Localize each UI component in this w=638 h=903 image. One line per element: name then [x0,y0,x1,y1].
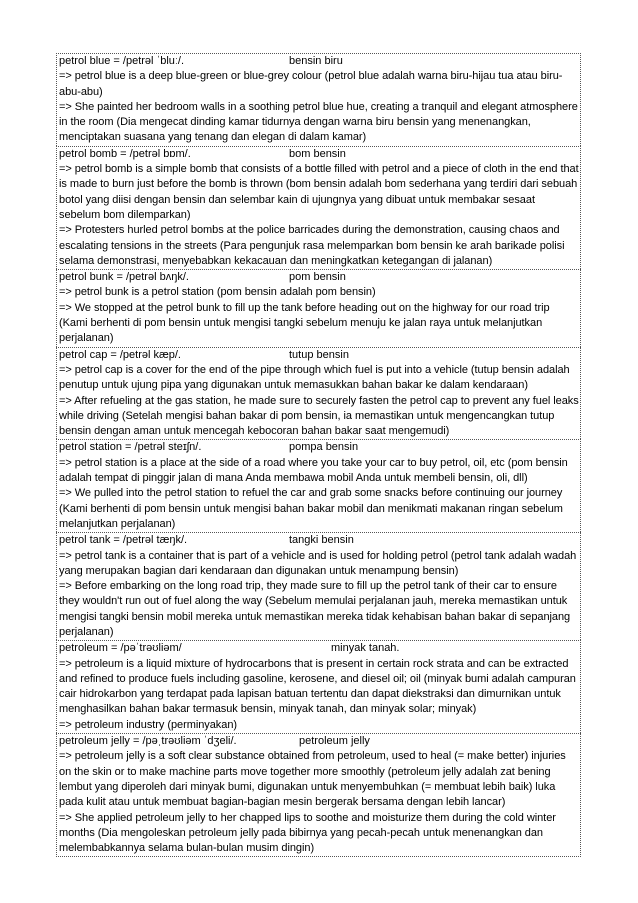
entry-headline [59,54,579,69]
entry-headline [59,348,579,363]
entry-headline [59,533,579,548]
entry-headline [59,147,579,162]
translation: pom bensin [289,271,346,284]
headword-pronunciation: petrol tank = /petrəl tæŋk/. [59,534,188,547]
definition-line: => petroleum is a liquid mixture of hydrocarbons that is present in certain rock strata and can be extracted and refined to produce fuels including gasoline, kerosene, and diesel oil; oil (minyak bumi adalah campuran cair hidrokarbon yang terdapat pada lapisan batuan tertentu dan dapat diekstraksi dan dimurnikan untuk menghasilkan bahan bakar termasuk bensin, minyak tanah, dan minyak solar; minyak) [59,657,576,716]
headword-pronunciation: petroleum jelly = /pəˌtrəʊliəm ˈdʒeli/. [59,735,237,748]
headword-pronunciation: petrol bomb = /petrəl bɒm/. [59,147,191,160]
example-line: => Before embarking on the long road trip, they made sure to fill up the petrol tank of their car to ensure they wouldn't run out of fuel along the way (Sebelum memulai perjalanan jauh, mereka memastikan untuk mengisi tangki bensin mobil mereka untuk memastikan mereka tidak kehabisan bahan bakar di sepanjang perjalanan) [59,580,571,638]
dictionary-entry [56,146,581,269]
entry-headline [59,270,579,285]
translation: minyak tanah. [331,642,400,655]
definition-line: => petroleum jelly is a soft clear substance obtained from petroleum, used to heal (= make better) injuries on the skin or to make machine parts move together more smoothly (petroleum jelly adalah zat bening lembut yang diperoleh dari minyak bumi, digunakan untuk menyembuhkan (= membuat lebih baik) luka pada kulit atau untuk membuat bagian-bagian mesin bergerak bersama dengan lebih lancar) [59,750,566,809]
definition-line: => petrol tank is a container that is part of a vehicle and is used for holding petrol (petrol tank adalah wadah yang merupakan bagian dari kendaraan dan digunakan untuk menampung bensin) [59,549,577,577]
example-line: => We stopped at the petrol bunk to fill up the tank before heading out on the highway for our road trip (Kami berhenti di pom bensin untuk mengisi tangki sebelum menuju ke jalan raya untuk melanjutkan perjalanan) [59,301,550,345]
translation: petroleum jelly [299,735,370,748]
translation: tangki bensin [289,534,354,547]
dictionary-entry [56,733,581,857]
definition-line: => petrol bomb is a simple bomb that consists of a bottle filled with petrol and a piece of cloth in the end that is made to burn just before the bomb is thrown (bom bensin adalah bom sederhana yang terdiri dari sebuah botol yang diisi dengan bensin dan selembar kain di ujungnya yang dibuat untuk membakar sesaat sebelum bom dilemparkan) [59,163,579,221]
example-line: => After refueling at the gas station, he made sure to securely fasten the petrol cap to prevent any fuel leaks while driving (Setelah mengisi bahan bakar di pom bensin, ia memastikan untuk mengencangkan tutup bensin dengan aman untuk mencegah kebocoran bahan bakar saat mengemudi) [59,394,579,438]
definition-line: => petrol cap is a cover for the end of the pipe through which fuel is put into a vehicle (tutup bensin adalah penutup untuk ujung pipa yang digunakan untuk memasukkan bahan bakar ke dalam kendaraan) [59,363,570,392]
example-line: => petroleum industry (perminyakan) [59,718,237,731]
dictionary-entry [56,347,581,440]
dictionary-entry [56,439,581,532]
headword-pronunciation: petrol station = /petrəl steɪʃn/. [59,441,202,454]
example-line: => She painted her bedroom walls in a soothing petrol blue hue, creating a tranquil and elegant atmosphere in the room (Dia mengecat dinding kamar tidurnya dengan warna biru bensin yang menenangkan, menciptakan suasana yang tenang dan elegan di dalam kamar) [59,100,578,144]
example-line: => She applied petroleum jelly to her chapped lips to soothe and moisturize them during the cold winter months (Dia mengoleskan petroleum jelly pada bibirnya yang pecah-pecah untuk menenangkan dan melembabkannya selama bulan-bulan musim dingin) [59,811,556,855]
headword-pronunciation: petrol blue = /petrəl ˈbluː/. [59,55,185,67]
entry-headline [59,734,579,749]
entry-headline [59,641,579,656]
example-line: => Protesters hurled petrol bombs at the police barricades during the demonstration, causing chaos and escalating tensions in the streets (Para pengunjuk rasa melemparkan bom bensin ke arah barikade polisi selama demonstrasi, menyebabkan kekacauan dan meningkatkan ketegangan di jalanan) [59,224,565,267]
translation: bom bensin [289,147,346,160]
example-line: => We pulled into the petrol station to refuel the car and grab some snacks before continuing our journey (Kami berhenti di pom bensin untuk mengisi bahan bakar mobil dan menikmati makanan ringan sebelum melanjutkan perjalanan) [59,487,563,530]
definition-line: => petrol blue is a deep blue-green or blue-grey colour (petrol blue adalah warna biru-hijau tua atau biru-abu-abu) [59,70,563,98]
dictionary-entry [56,640,581,733]
translation: tutup bensin [289,348,349,361]
dictionary-entry [56,269,581,346]
definition-line: => petrol bunk is a petrol station (pom bensin adalah pom bensin) [59,286,376,299]
headword-pronunciation: petrol cap = /petrəl kæp/. [59,348,181,361]
translation: pompa bensin [289,441,359,454]
dictionary-entry [56,53,581,146]
headword-pronunciation: petroleum = /pəˈtrəʊliəm/ [59,642,182,655]
dictionary-page [56,53,581,857]
entry-headline [59,440,579,455]
definition-line: => petrol station is a place at the side of a road where you take your car to buy petrol, oil, etc (pom bensin adalah tempat di pinggir jalan di mana Anda membawa mobil Anda untuk membeli bensin, oli, dll) [59,456,568,485]
translation: bensin biru [289,55,343,67]
headword-pronunciation: petrol bunk = /petrəl bʌŋk/. [59,271,189,284]
dictionary-entry [56,532,581,640]
